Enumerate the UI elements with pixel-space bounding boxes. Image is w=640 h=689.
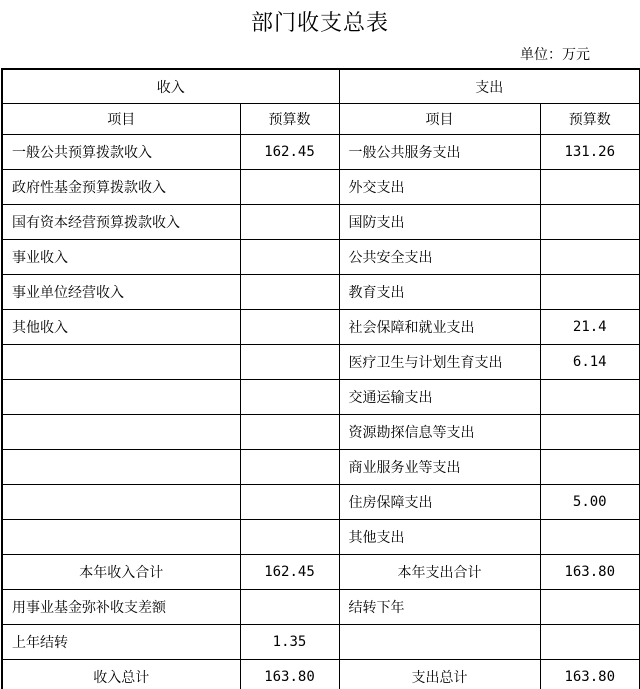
expense-section-header: 支出 (339, 69, 640, 104)
expense-item-cell: 教育支出 (339, 275, 540, 310)
income-item-cell: 收入总计 (2, 660, 240, 689)
income-budget-cell (240, 520, 339, 555)
income-budget-cell: 1.35 (240, 625, 339, 660)
income-budget-header: 预算数 (240, 104, 339, 135)
income-budget-cell: 162.45 (240, 555, 339, 590)
table-row (2, 415, 640, 450)
expense-item-cell: 一般公共服务支出 (339, 135, 540, 170)
expense-item-cell: 住房保障支出 (339, 485, 540, 520)
expense-budget-cell (540, 240, 640, 275)
expense-item-cell (339, 625, 540, 660)
section-header-row (2, 69, 640, 104)
table-row (2, 345, 640, 380)
table-row (2, 625, 640, 660)
income-item-cell (2, 380, 240, 415)
income-item-cell: 一般公共预算拨款收入 (2, 135, 240, 170)
income-budget-cell (240, 590, 339, 625)
table-row-income-subtotal (2, 555, 640, 590)
expense-budget-cell: 131.26 (540, 135, 640, 170)
income-budget-cell (240, 170, 339, 205)
income-item-cell: 事业收入 (2, 240, 240, 275)
expense-item-cell: 国防支出 (339, 205, 540, 240)
income-item-cell: 本年收入合计 (2, 555, 240, 590)
table-row (2, 485, 640, 520)
expense-item-header: 项目 (339, 104, 540, 135)
expense-budget-header: 预算数 (540, 104, 640, 135)
column-header-row (2, 104, 640, 135)
expense-budget-cell: 21.4 (540, 310, 640, 345)
income-budget-cell (240, 450, 339, 485)
table-row (2, 170, 640, 205)
income-item-cell: 政府性基金预算拨款收入 (2, 170, 240, 205)
expense-budget-cell (540, 415, 640, 450)
income-budget-cell (240, 485, 339, 520)
income-budget-cell (240, 310, 339, 345)
expense-budget-cell (540, 520, 640, 555)
expense-item-cell: 商业服务业等支出 (339, 450, 540, 485)
expense-budget-cell (540, 205, 640, 240)
table-row (2, 380, 640, 415)
table-row (2, 135, 640, 170)
expense-budget-cell (540, 275, 640, 310)
table-row (2, 310, 640, 345)
income-section-header: 收入 (2, 69, 339, 104)
income-item-cell: 国有资本经营预算拨款收入 (2, 205, 240, 240)
expense-item-cell: 结转下年 (339, 590, 540, 625)
income-budget-cell (240, 415, 339, 450)
income-item-cell (2, 520, 240, 555)
expense-budget-cell: 163.80 (540, 555, 640, 590)
expense-item-cell: 医疗卫生与计划生育支出 (339, 345, 540, 380)
income-item-cell (2, 450, 240, 485)
table-row (2, 520, 640, 555)
expense-budget-cell (540, 380, 640, 415)
income-budget-cell (240, 275, 339, 310)
income-budget-cell (240, 380, 339, 415)
income-item-header: 项目 (2, 104, 240, 135)
income-item-cell (2, 485, 240, 520)
expense-budget-cell: 6.14 (540, 345, 640, 380)
table-row (2, 450, 640, 485)
income-budget-cell (240, 345, 339, 380)
expense-item-cell: 支出总计 (339, 660, 540, 689)
income-item-cell: 上年结转 (2, 625, 240, 660)
table-row (2, 240, 640, 275)
income-budget-cell: 162.45 (240, 135, 339, 170)
expense-budget-cell: 163.80 (540, 660, 640, 689)
unit-label: 单位：万元 (520, 48, 590, 63)
income-budget-cell: 163.80 (240, 660, 339, 689)
expense-item-cell: 其他支出 (339, 520, 540, 555)
income-item-cell (2, 345, 240, 380)
budget-table (1, 68, 640, 689)
expense-budget-cell (540, 450, 640, 485)
expense-item-cell: 资源勘探信息等支出 (339, 415, 540, 450)
expense-item-cell: 社会保障和就业支出 (339, 310, 540, 345)
income-budget-cell (240, 240, 339, 275)
income-item-cell: 用事业基金弥补收支差额 (2, 590, 240, 625)
expense-item-cell: 交通运输支出 (339, 380, 540, 415)
expense-budget-cell: 5.00 (540, 485, 640, 520)
income-item-cell: 其他收入 (2, 310, 240, 345)
table-row (2, 205, 640, 240)
table-row (2, 275, 640, 310)
income-item-cell (2, 415, 240, 450)
income-item-cell: 事业单位经营收入 (2, 275, 240, 310)
expense-budget-cell (540, 170, 640, 205)
table-row (2, 590, 640, 625)
expense-budget-cell (540, 625, 640, 660)
income-budget-cell (240, 205, 339, 240)
expense-item-cell: 本年支出合计 (339, 555, 540, 590)
table-row-grand-total (2, 660, 640, 689)
expense-item-cell: 公共安全支出 (339, 240, 540, 275)
page-title: 部门收支总表 (250, 10, 389, 35)
expense-budget-cell (540, 590, 640, 625)
expense-item-cell: 外交支出 (339, 170, 540, 205)
